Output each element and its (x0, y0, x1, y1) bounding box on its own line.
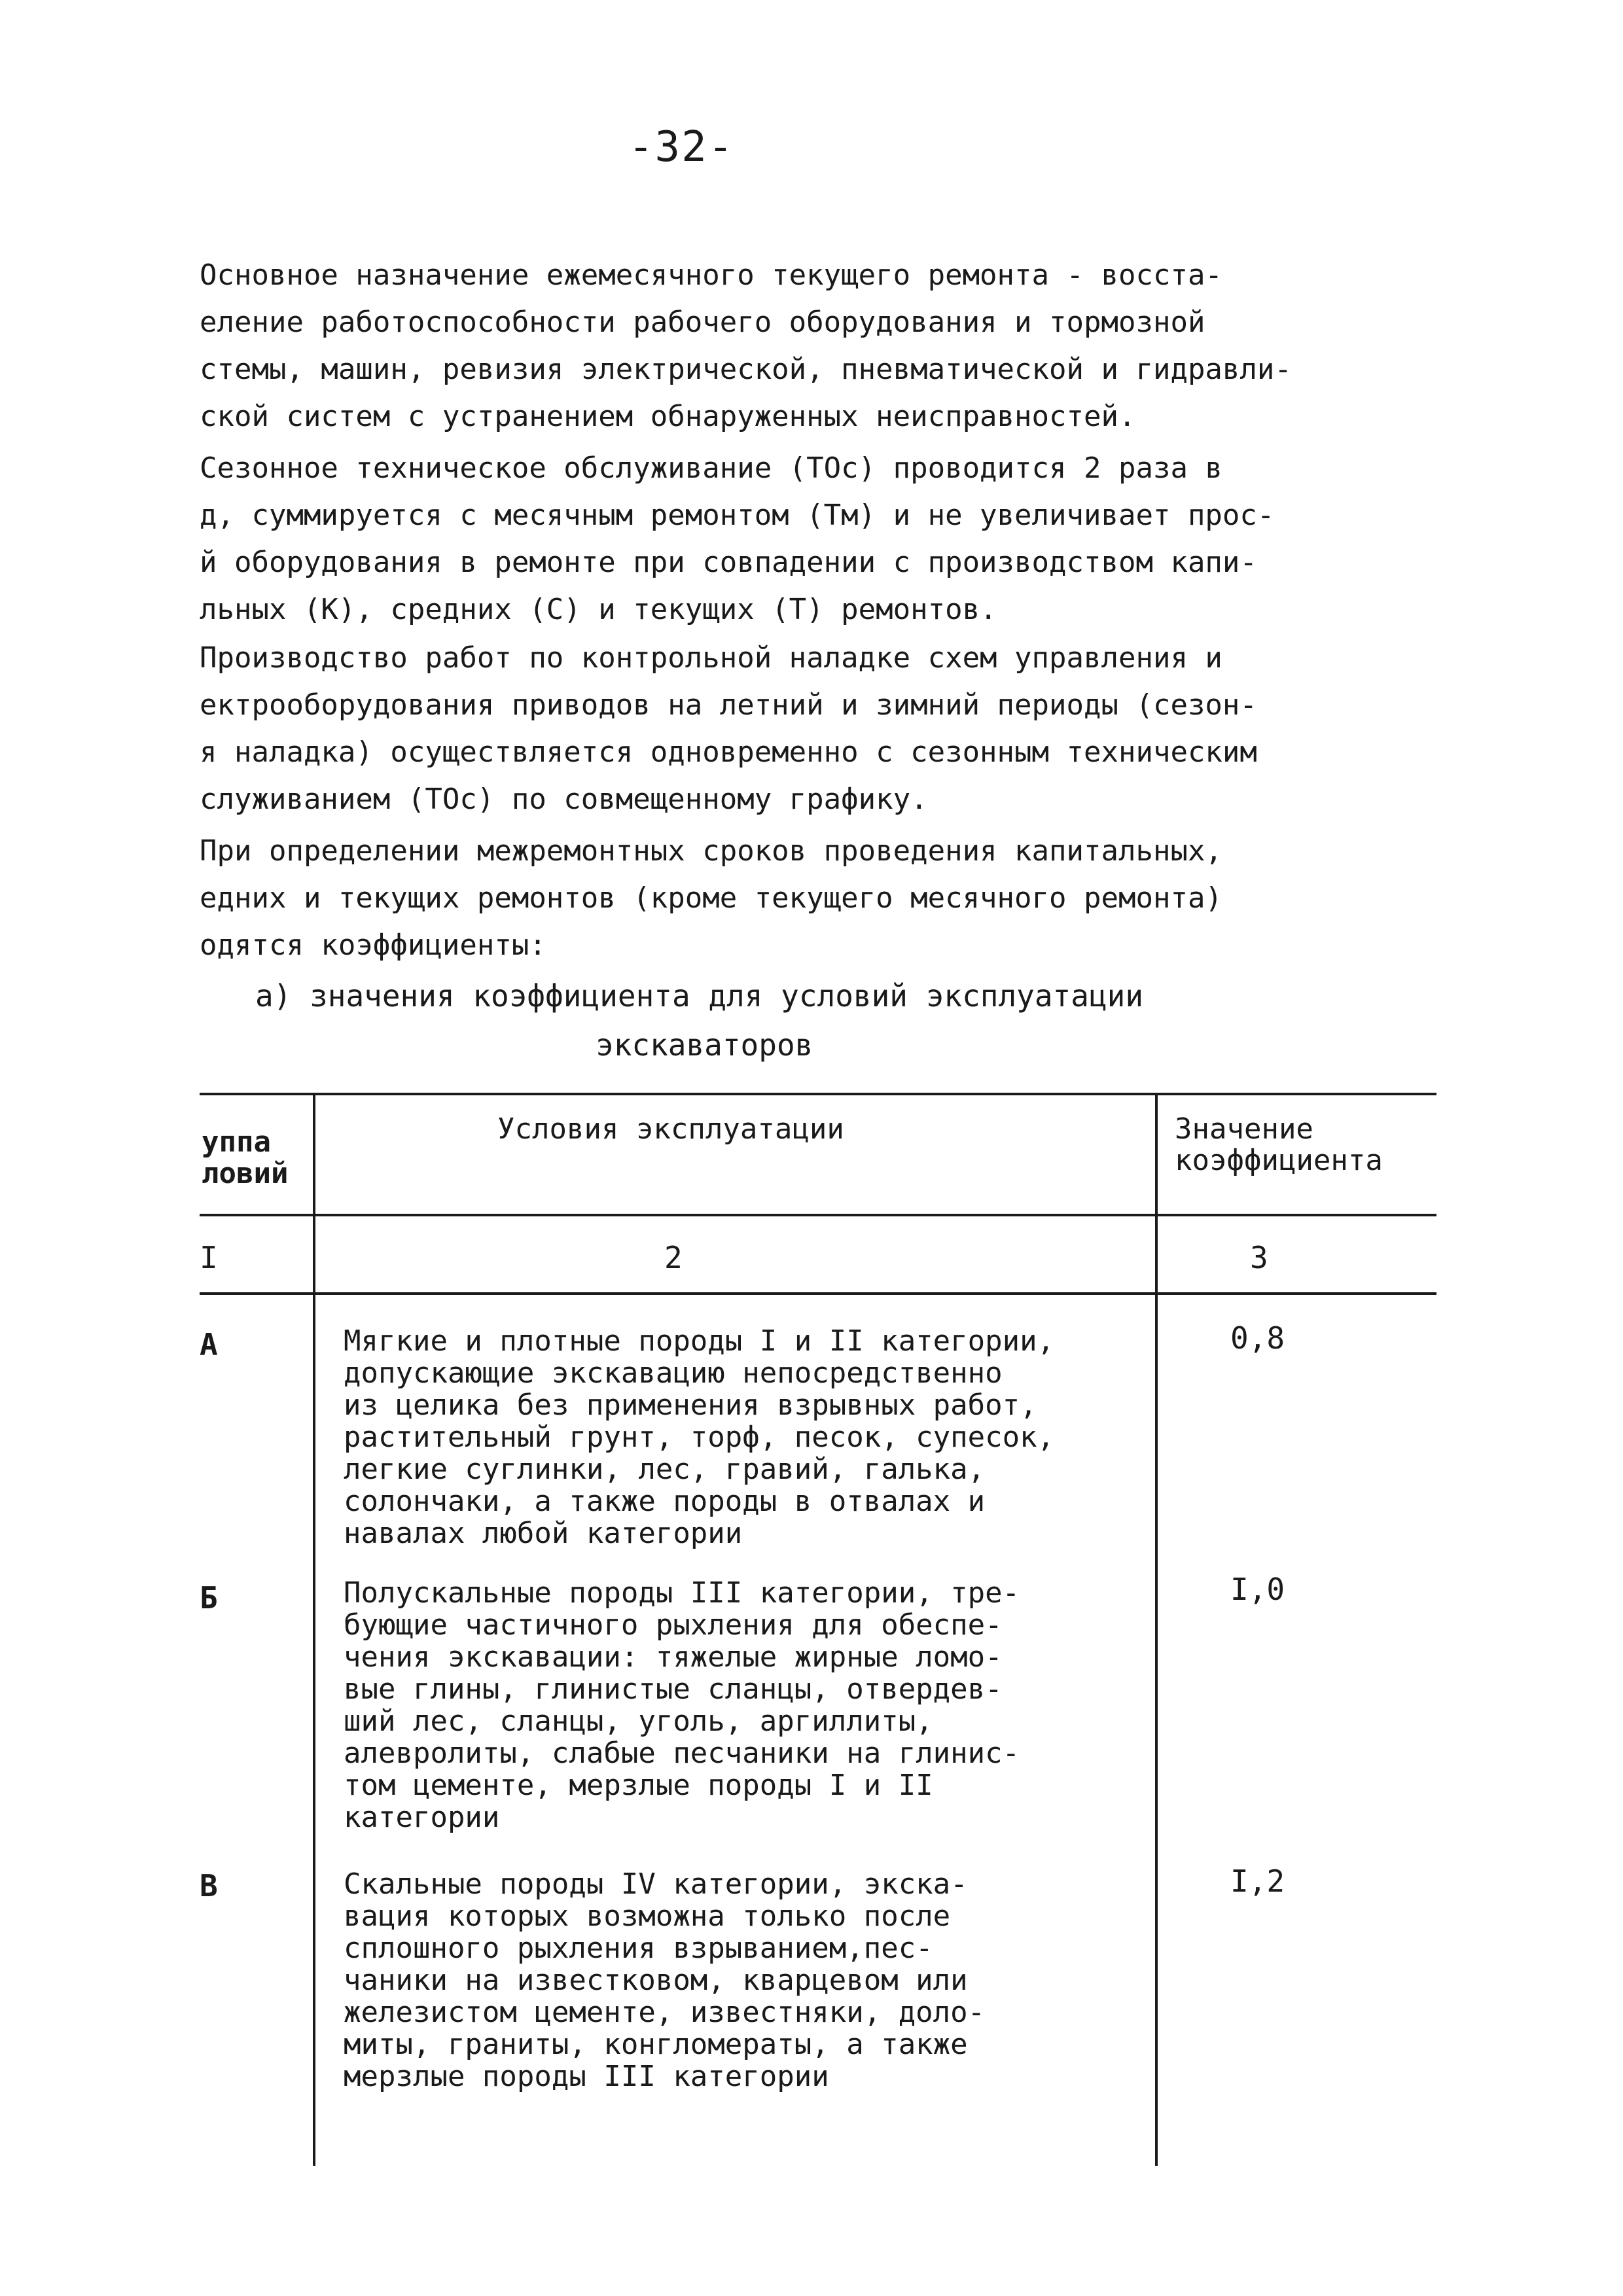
header-value: Значение коэффициента (1175, 1112, 1383, 1177)
page-number: -32- (628, 123, 735, 171)
row-value: I,2 (1230, 1863, 1285, 1899)
header-conditions: Условия эксплуатации (497, 1112, 844, 1146)
table-caption-line-1: а) значения коэффициента для условий эксплуатации (255, 978, 1144, 1014)
row-conditions: Скальные породы IV категории, экска- вация которых возможна только после сплошного рыхления взрыванием,пес- чаники на известковом, кварцевом или железистом цементе, известняки, доло- миты, граниты, конгломераты, а также мерзлые породы III категории (344, 1867, 986, 2093)
row-category: А (200, 1327, 218, 1362)
column-number-3: 3 (1250, 1240, 1268, 1275)
column-number-2: 2 (664, 1240, 683, 1275)
paragraph-4: При определении межремонтных сроков проведения капитальных, едних и текущих ремонтов (кроме текущего месячного ремонта) одятся коэффициенты: (200, 834, 1222, 962)
row-value: I,0 (1230, 1572, 1285, 1607)
header-group: уппа ловий (202, 1125, 289, 1190)
row-conditions: Полускальные породы III категории, тре- бующие частичного рыхления для обеспе- чения экскавации: тяжелые жирные ломо- вые глины, глинистые сланцы, отвердев- ший лес, сланцы, уголь, аргиллиты, алевролиты, слабые песчаники на глинис- том цементе, мерзлые породы I и II категории (344, 1576, 1020, 1834)
row-category: Б (200, 1580, 218, 1616)
table-header-border (200, 1214, 1436, 1216)
table-divider-left (313, 1093, 315, 2166)
row-value: 0,8 (1230, 1320, 1285, 1356)
table-divider-right (1155, 1093, 1158, 2166)
paragraph-2: Сезонное техническое обслуживание (ТОс) проводится 2 раза в д, суммируется с месячным ремонтом (Тм) и не увеличивает прос- й оборудования в ремонте при совпадении с производством капи- льных (К), средних (С) и текущих (Т) ремонтов. (200, 451, 1275, 626)
paragraph-1: Основное назначение ежемесячного текущего ремонта - восста- еление работоспособности рабочего оборудования и тормозной стемы, машин, ревизия электрической, пневматической и гидравли- ской систем с устранением обнаруженных неисправностей. (200, 258, 1292, 433)
row-conditions: Мягкие и плотные породы I и II категории, допускающие экскавацию непосредственно из целика без применения взрывных работ, растительный грунт, торф, песок, супесок, легкие суглинки, лес, гравий, галька, солончаки, а также породы в отвалах и навалах любой категории (344, 1324, 1055, 1550)
table-top-border (200, 1093, 1436, 1095)
paragraph-3: Производство работ по контрольной наладке схем управления и ектрооборудования приводов на летний и зимний периоды (сезон- я наладка) осуществляется одновременно с сезонным техническим служиванием (ТОс) по совмещенному графику. (200, 641, 1257, 816)
table-numbers-border (200, 1292, 1436, 1295)
table-caption-line-2: экскаваторов (596, 1027, 813, 1063)
column-number-1: I (200, 1240, 218, 1275)
row-category: В (200, 1868, 218, 1903)
